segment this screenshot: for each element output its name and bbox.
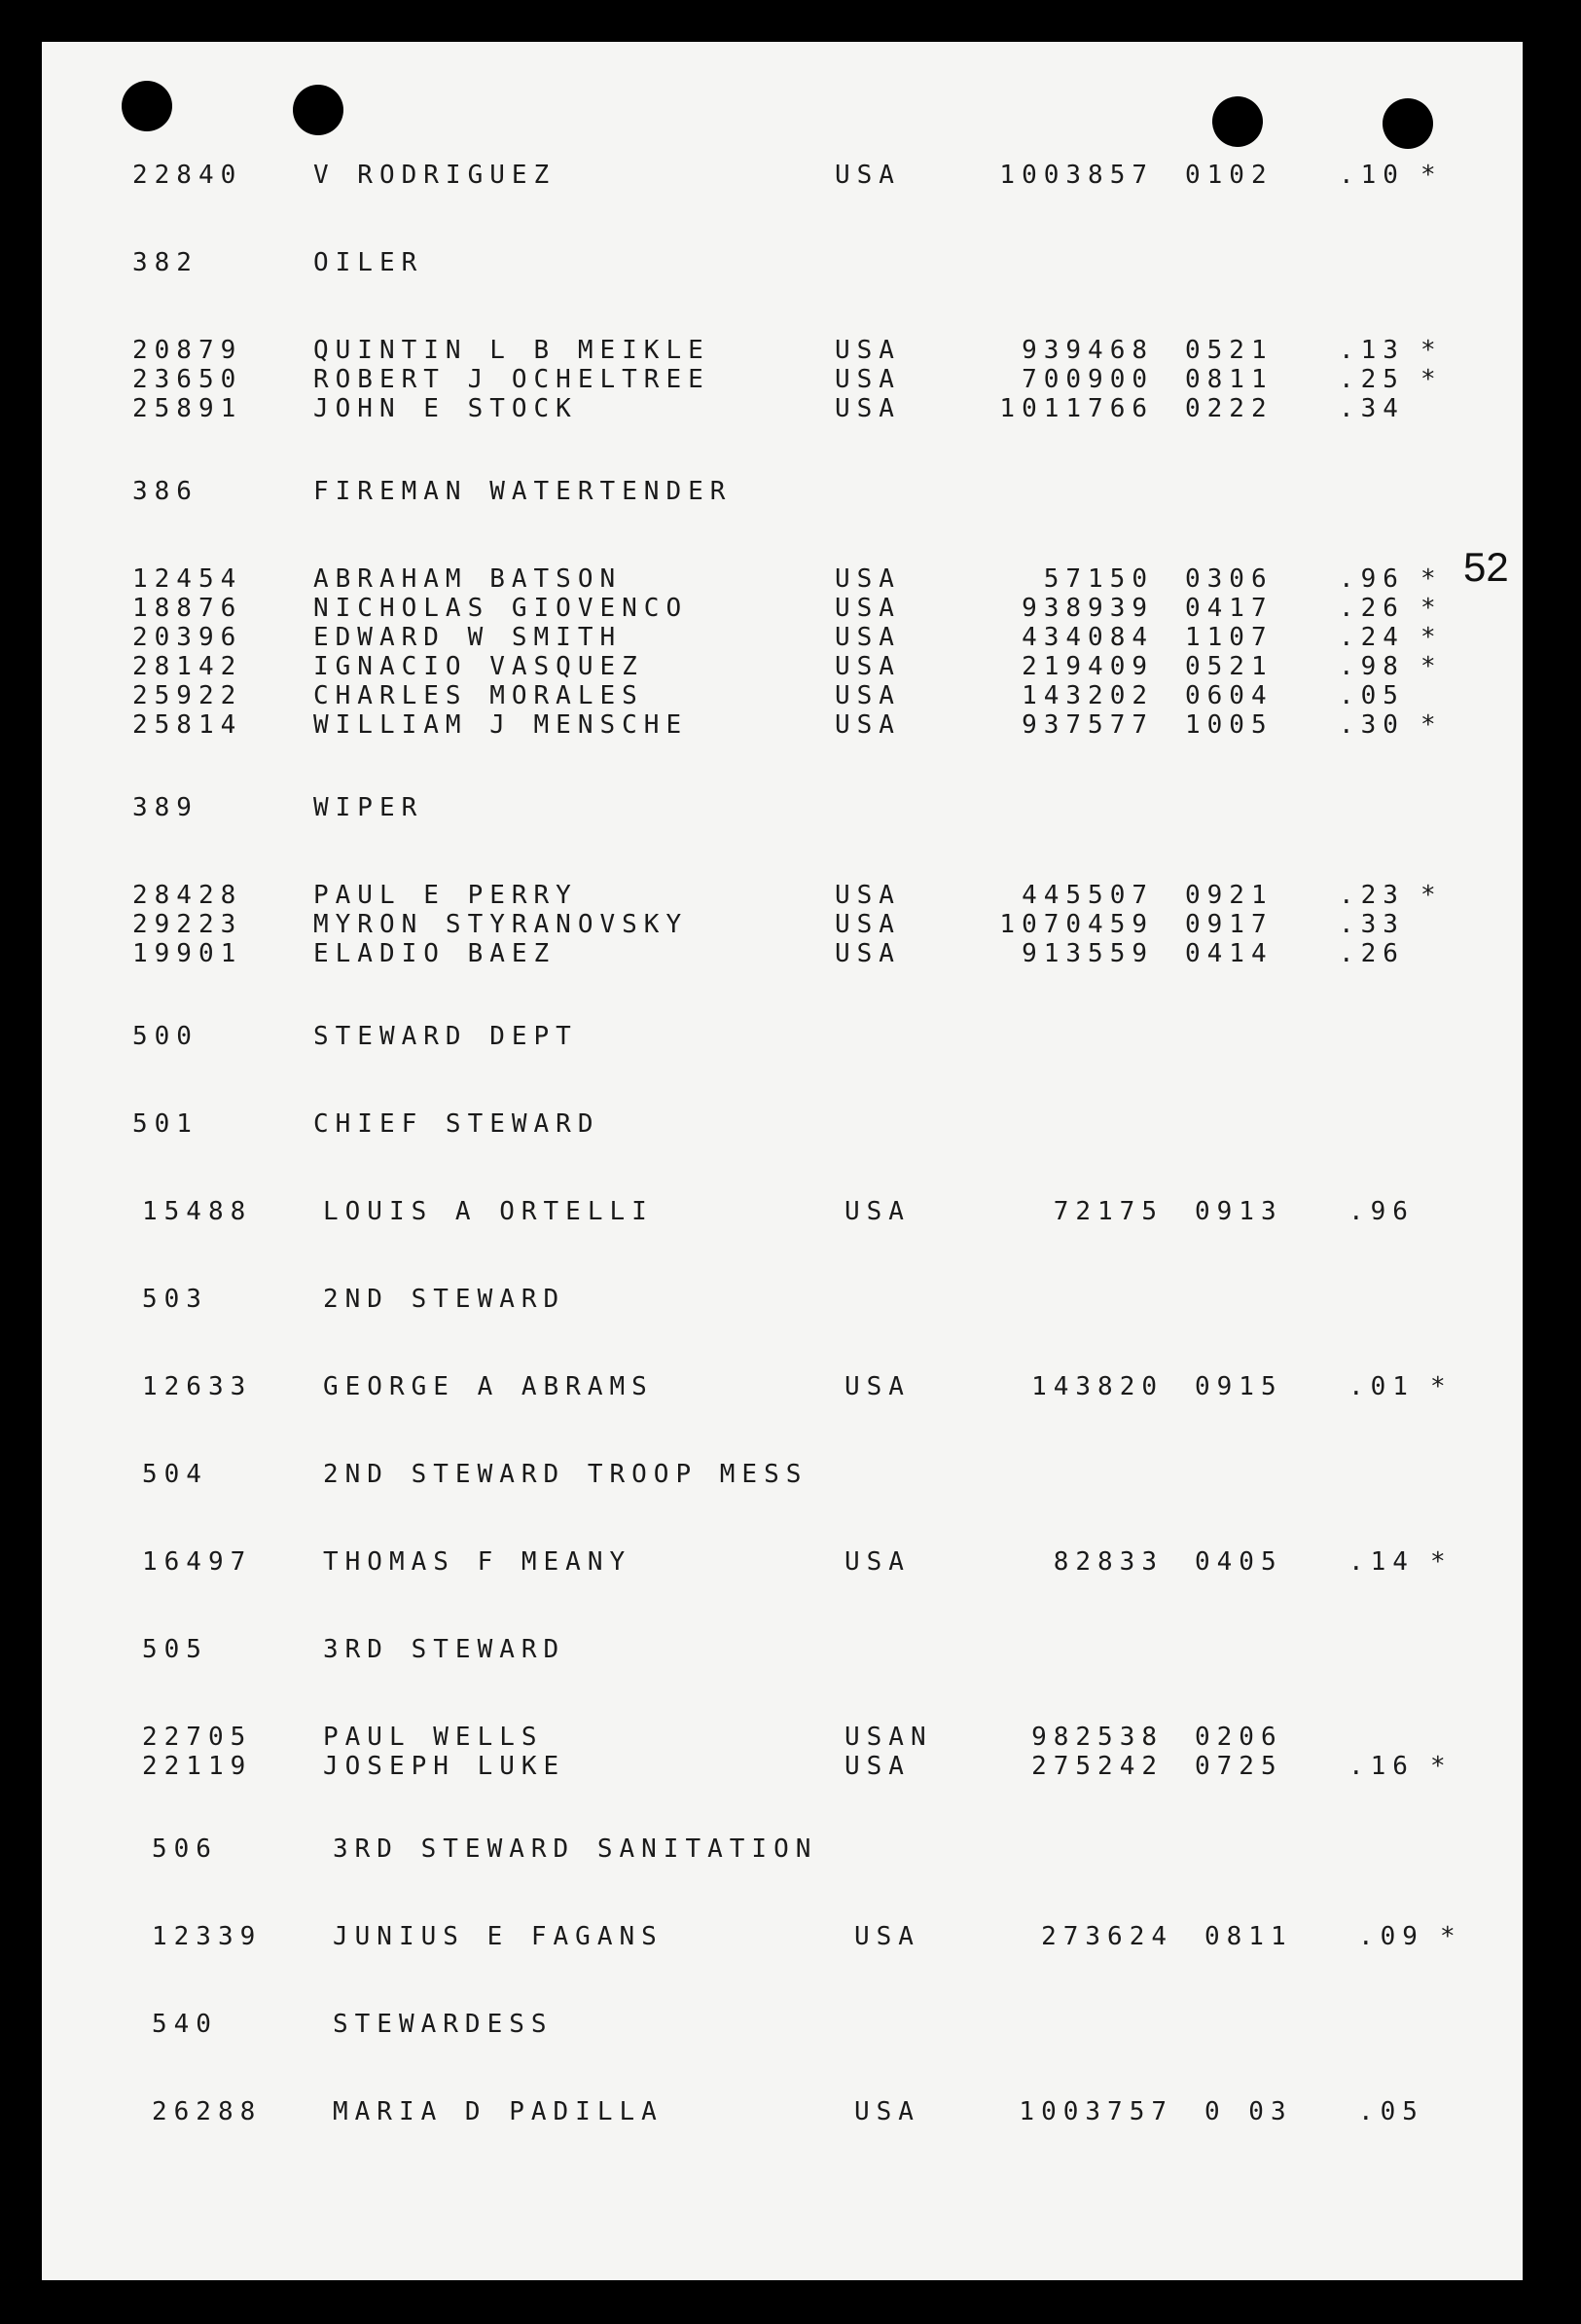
crew-number: 19901 (132, 939, 243, 968)
section-title: 2ND STEWARD TROOP MESS (323, 1460, 808, 1489)
document-number: 275242 (1031, 1752, 1164, 1781)
crew-name: ABRAHAM BATSON (313, 564, 623, 594)
section-title: STEWARDESS (333, 2010, 554, 2039)
rate: .26 (1339, 594, 1405, 623)
nationality: USA (835, 681, 901, 710)
punch-hole (122, 81, 172, 131)
page-number: 52 (1463, 544, 1509, 590)
document-number: 939468 (1022, 336, 1154, 365)
section-code: 386 (132, 477, 198, 506)
rate: .24 (1339, 623, 1405, 652)
document-number: 938939 (1022, 594, 1154, 623)
section-title: OILER (313, 248, 424, 277)
crew-name: PAUL E PERRY (313, 881, 578, 910)
punch-hole (293, 85, 343, 135)
nationality: USA (835, 161, 901, 190)
rate: .23 (1339, 881, 1405, 910)
asterisk-mark: * (1420, 161, 1443, 190)
document-number: 143202 (1022, 681, 1154, 710)
document-number: 57150 (1043, 564, 1154, 594)
asterisk-mark: * (1430, 1547, 1453, 1577)
crew-number: 12633 (142, 1372, 253, 1401)
nationality: USA (844, 1752, 911, 1781)
crew-name: JOSEPH LUKE (323, 1752, 566, 1781)
nationality: USA (835, 594, 901, 623)
section-code: 505 (142, 1635, 208, 1664)
date-code: 0917 (1185, 910, 1274, 939)
nationality: USA (854, 2097, 920, 2126)
crew-name: CHARLES MORALES (313, 681, 644, 710)
asterisk-mark: * (1420, 564, 1443, 594)
crew-number: 23650 (132, 365, 243, 394)
crew-number: 20879 (132, 336, 243, 365)
asterisk-mark: * (1440, 1922, 1462, 1951)
crew-name: ROBERT J OCHELTREE (313, 365, 710, 394)
crew-number: 12454 (132, 564, 243, 594)
crew-number: 22119 (142, 1752, 253, 1781)
date-code: 0811 (1204, 1922, 1293, 1951)
section-code: 540 (152, 2010, 218, 2039)
asterisk-mark: * (1420, 881, 1443, 910)
section-title: FIREMAN WATERTENDER (313, 477, 733, 506)
rate: .96 (1339, 564, 1405, 594)
rate: .98 (1339, 652, 1405, 681)
section-code: 389 (132, 793, 198, 822)
nationality: USA (835, 910, 901, 939)
nationality: USA (835, 564, 901, 594)
asterisk-mark: * (1420, 652, 1443, 681)
nationality: USA (844, 1197, 911, 1226)
asterisk-mark: * (1420, 336, 1443, 365)
crew-name: LOUIS A ORTELLI (323, 1197, 654, 1226)
date-code: 0405 (1195, 1547, 1283, 1577)
crew-name: ELADIO BAEZ (313, 939, 557, 968)
date-code: 0414 (1185, 939, 1274, 968)
date-code: 0206 (1195, 1723, 1283, 1752)
rate: .05 (1339, 681, 1405, 710)
document-number: 1070459 (999, 910, 1154, 939)
rate: .26 (1339, 939, 1405, 968)
crew-name: IGNACIO VASQUEZ (313, 652, 644, 681)
section-code: 504 (142, 1460, 208, 1489)
crew-number: 25891 (132, 394, 243, 423)
nationality: USA (844, 1547, 911, 1577)
nationality: USA (835, 394, 901, 423)
section-title: 3RD STEWARD SANITATION (333, 1834, 818, 1864)
date-code: 0521 (1185, 336, 1274, 365)
crew-number: 25814 (132, 710, 243, 740)
document-number: 219409 (1022, 652, 1154, 681)
rate: .05 (1358, 2097, 1424, 2126)
rate: .10 (1339, 161, 1405, 190)
crew-name: JUNIUS E FAGANS (333, 1922, 664, 1951)
crew-number: 16497 (142, 1547, 253, 1577)
crew-name: V RODRIGUEZ (313, 161, 557, 190)
nationality: USAN (844, 1723, 933, 1752)
rate: .14 (1348, 1547, 1415, 1577)
section-title: STEWARD DEPT (313, 1022, 578, 1051)
section-title: WIPER (313, 793, 424, 822)
section-code: 506 (152, 1834, 218, 1864)
crew-name: GEORGE A ABRAMS (323, 1372, 654, 1401)
nationality: USA (835, 652, 901, 681)
rate: .30 (1339, 710, 1405, 740)
crew-name: EDWARD W SMITH (313, 623, 623, 652)
nationality: USA (835, 939, 901, 968)
rate: .09 (1358, 1922, 1424, 1951)
asterisk-mark: * (1430, 1372, 1453, 1401)
nationality: USA (835, 623, 901, 652)
date-code: 0915 (1195, 1372, 1283, 1401)
document-number: 143820 (1031, 1372, 1164, 1401)
date-code: 0521 (1185, 652, 1274, 681)
document-number: 982538 (1031, 1723, 1164, 1752)
section-title: 2ND STEWARD (323, 1285, 566, 1314)
crew-number: 15488 (142, 1197, 253, 1226)
asterisk-mark: * (1420, 710, 1443, 740)
document-number: 700900 (1022, 365, 1154, 394)
date-code: 0921 (1185, 881, 1274, 910)
date-code: 0604 (1185, 681, 1274, 710)
nationality: USA (835, 881, 901, 910)
date-code: 0417 (1185, 594, 1274, 623)
section-code: 500 (132, 1022, 198, 1051)
asterisk-mark: * (1420, 623, 1443, 652)
date-code: 0222 (1185, 394, 1274, 423)
rate: .13 (1339, 336, 1405, 365)
nationality: USA (854, 1922, 920, 1951)
date-code: 0306 (1185, 564, 1274, 594)
punch-hole (1383, 98, 1433, 149)
crew-name: THOMAS F MEANY (323, 1547, 632, 1577)
crew-number: 28142 (132, 652, 243, 681)
crew-number: 22840 (132, 161, 243, 190)
crew-number: 25922 (132, 681, 243, 710)
asterisk-mark: * (1420, 594, 1443, 623)
nationality: USA (835, 365, 901, 394)
section-title: 3RD STEWARD (323, 1635, 566, 1664)
document-number: 913559 (1022, 939, 1154, 968)
document-number: 1011766 (999, 394, 1154, 423)
date-code: 0 03 (1204, 2097, 1293, 2126)
document-number: 434084 (1022, 623, 1154, 652)
document-number: 82833 (1053, 1547, 1164, 1577)
nationality: USA (835, 710, 901, 740)
document-number: 937577 (1022, 710, 1154, 740)
crew-name: PAUL WELLS (323, 1723, 544, 1752)
section-code: 503 (142, 1285, 208, 1314)
date-code: 0102 (1185, 161, 1274, 190)
date-code: 1107 (1185, 623, 1274, 652)
section-code: 382 (132, 248, 198, 277)
date-code: 0725 (1195, 1752, 1283, 1781)
rate: .33 (1339, 910, 1405, 939)
crew-number: 29223 (132, 910, 243, 939)
asterisk-mark: * (1430, 1752, 1453, 1781)
crew-name: MARIA D PADILLA (333, 2097, 664, 2126)
crew-number: 18876 (132, 594, 243, 623)
asterisk-mark: * (1420, 365, 1443, 394)
crew-name: MYRON STYRANOVSKY (313, 910, 689, 939)
rate: .96 (1348, 1197, 1415, 1226)
crew-name: NICHOLAS GIOVENCO (313, 594, 689, 623)
rate: .16 (1348, 1752, 1415, 1781)
date-code: 1005 (1185, 710, 1274, 740)
crew-number: 26288 (152, 2097, 263, 2126)
crew-name: QUINTIN L B MEIKLE (313, 336, 710, 365)
document-number: 1003857 (999, 161, 1154, 190)
crew-name: WILLIAM J MENSCHE (313, 710, 689, 740)
punch-hole (1212, 96, 1263, 147)
rate: .25 (1339, 365, 1405, 394)
crew-number: 28428 (132, 881, 243, 910)
section-title: CHIEF STEWARD (313, 1109, 600, 1139)
crew-number: 12339 (152, 1922, 263, 1951)
crew-number: 22705 (142, 1723, 253, 1752)
document-number: 72175 (1053, 1197, 1164, 1226)
nationality: USA (844, 1372, 911, 1401)
document-page (42, 42, 1523, 2280)
rate: .34 (1339, 394, 1405, 423)
date-code: 0913 (1195, 1197, 1283, 1226)
crew-name: JOHN E STOCK (313, 394, 578, 423)
crew-number: 20396 (132, 623, 243, 652)
rate: .01 (1348, 1372, 1415, 1401)
date-code: 0811 (1185, 365, 1274, 394)
nationality: USA (835, 336, 901, 365)
document-number: 445507 (1022, 881, 1154, 910)
section-code: 501 (132, 1109, 198, 1139)
document-number: 1003757 (1019, 2097, 1173, 2126)
document-number: 273624 (1041, 1922, 1173, 1951)
